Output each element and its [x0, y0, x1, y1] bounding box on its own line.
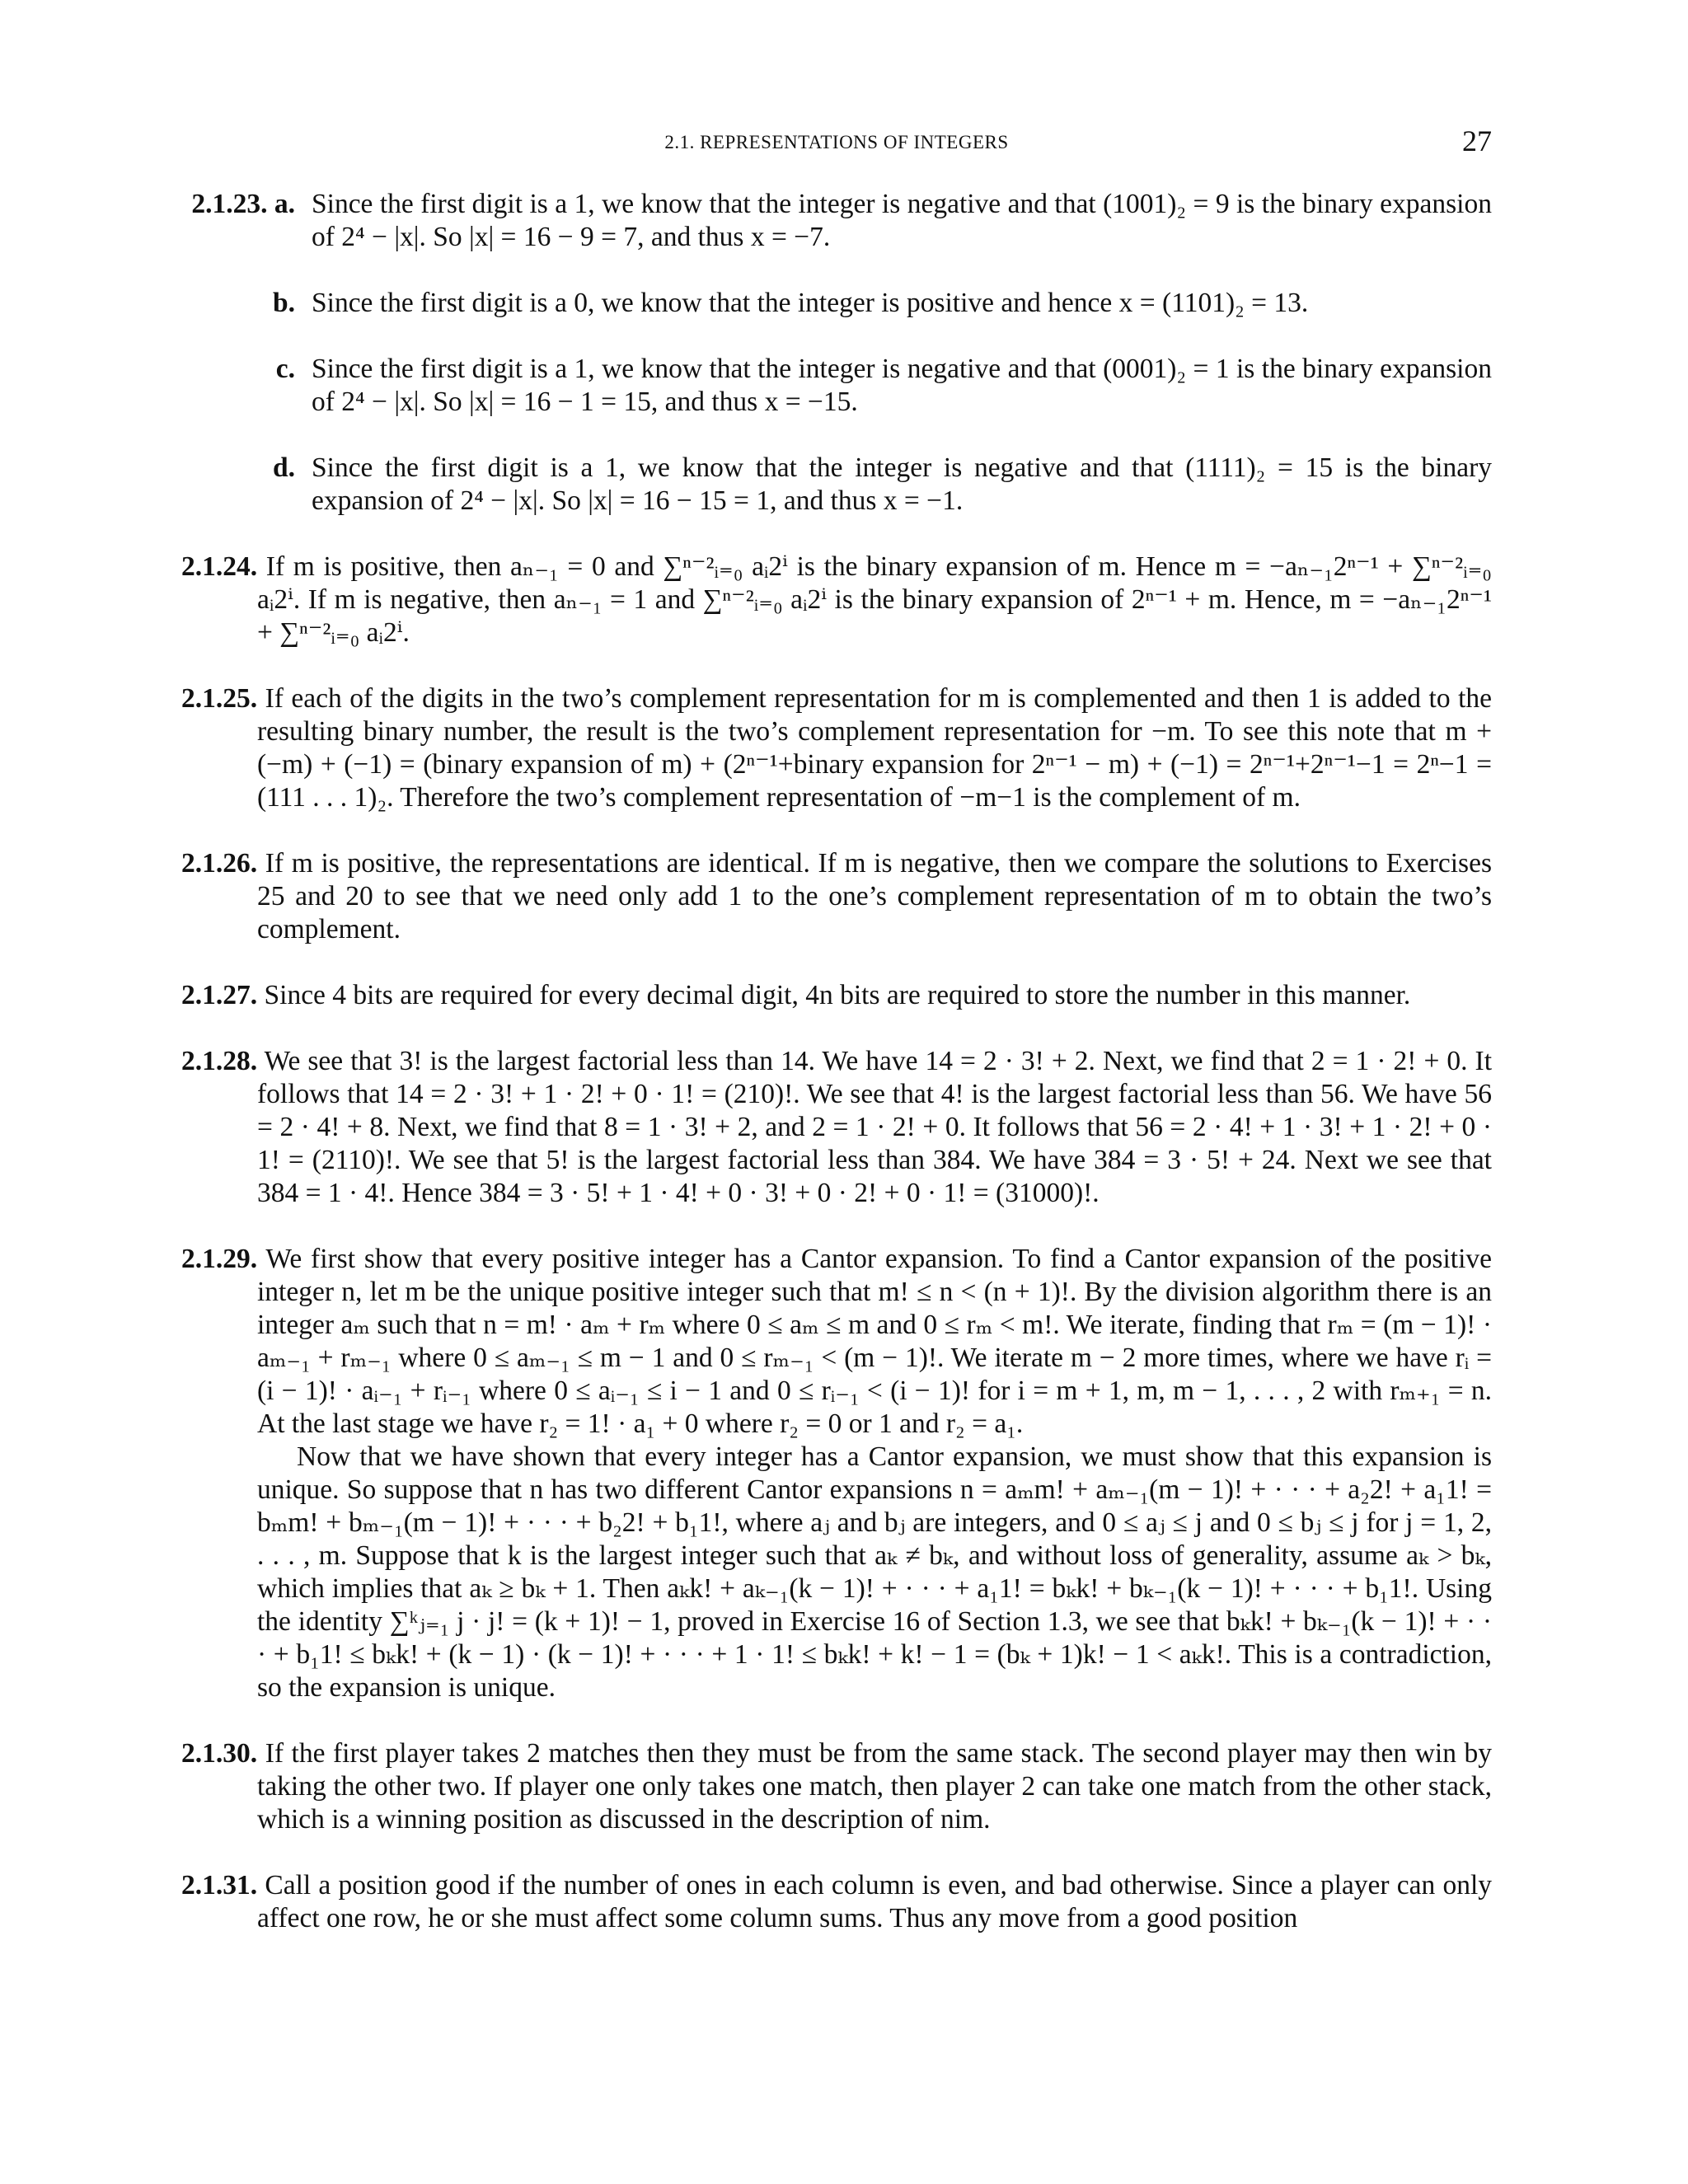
solution-2-1-29	[181, 1243, 1492, 1441]
solution-2-1-29-continuation: Now that we have shown that every integer has a Cantor expansion, we must show that this expansion is unique. So suppose that n has two different Cantor expansions n = aₘm! + aₘ₋₁(m − 1)! + · · · + a₂2! + a₁1! = bₘm! + bₘ₋₁(m − 1)! + · · · + b₂2! + b₁1!, where aⱼ and bⱼ are integers, and 0 ≤ aⱼ ≤ j and 0 ≤ bⱼ ≤ j for j = 1, 2, . . . , m. Suppose that k is the largest integer such that aₖ ≠ bₖ, and without loss of generality, assume aₖ > bₖ, which implies that aₖ ≥ bₖ + 1. Then aₖk! + aₖ₋₁(k − 1)! + · · · + a₁1! = bₖk! + bₖ₋₁(k − 1)! + · · · + b₁1!. Using the identity ∑ᵏⱼ₌₁ j · j! = (k + 1)! − 1, proved in Exercise 16 of Section 1.3, we see that bₖk! + bₖ₋₁(k − 1)! + · · · + b₁1! ≤ bₖk! + (k − 1) · (k − 1)! + · · · + 1 · 1! ≤ bₖk! + k! − 1 = (bₖ + 1)k! − 1 < aₖk!. This is a contradiction, so the expansion is unique.	[257, 1441, 1492, 1703]
solution-number: c.	[275, 354, 295, 384]
solution-number: 2.1.25.	[181, 683, 258, 714]
solution-2-1-23-b	[181, 287, 1492, 320]
page-header	[181, 124, 1492, 160]
solution-2-1-25	[181, 682, 1492, 814]
solution-number: 2.1.28.	[181, 1046, 258, 1076]
solution-2-1-26	[181, 847, 1492, 946]
solution-text: Since the first digit is a 1, we know that the integer is negative and that (0001)₂ = 1 is the binary expansion of 2⁴ − |x|. So |x| = 16 − 1 = 15, and thus x = −15.	[312, 354, 1492, 417]
solution-number: 2.1.27.	[181, 980, 258, 1010]
page-number: 27	[1462, 124, 1492, 157]
solution-text: If the first player takes 2 matches then they must be from the same stack. The second player may then win by taking the other two. If player one only takes one match, then player 2 can take one match from the other stack, which is a winning position as discussed in the description of nim.	[257, 1738, 1493, 1835]
solution-number: b.	[272, 288, 295, 318]
solution-text: Since the first digit is a 1, we know that the integer is negative and that (1001)₂ = 9 is the binary expansion of 2⁴ − |x|. So |x| = 16 − 9 = 7, and thus x = −7.	[312, 189, 1492, 252]
solution-number: 2.1.23. a.	[191, 189, 295, 219]
solution-number: d.	[272, 452, 295, 483]
solution-number: 2.1.26.	[181, 848, 258, 879]
solution-text: If m is positive, then aₙ₋₁ = 0 and ∑ⁿ⁻²ᵢ₌₀ aᵢ2ⁱ is the binary expansion of m. Hence m = −aₙ₋₁2ⁿ⁻¹ + ∑ⁿ⁻²ᵢ₌₀ aᵢ2ⁱ. If m is negative, then aₙ₋₁ = 1 and ∑ⁿ⁻²ᵢ₌₀ aᵢ2ⁱ is the binary expansion of 2ⁿ⁻¹ + m. Hence, m = −aₙ₋₁2ⁿ⁻¹ + ∑ⁿ⁻²ᵢ₌₀ aᵢ2ⁱ.	[257, 551, 1492, 648]
solution-text: We see that 3! is the largest factorial less than 14. We have 14 = 2 · 3! + 2. Next, we find that 2 = 1 · 2! + 0. It follows that 14 = 2 · 3! + 1 · 2! + 0 · 1! = (210)!. We see that 4! is the largest factorial less than 56. We have 56 = 2 · 4! + 8. Next, we find that 8 = 1 · 3! + 2, and 2 = 1 · 2! + 0. It follows that 56 = 2 · 4! + 1 · 3! + 1 · 2! + 0 · 1! = (2110)!. We see that 5! is the largest factorial less than 384. We have 384 = 3 · 5! + 24. Next we see that 384 = 1 · 4!. Hence 384 = 3 · 5! + 1 · 4! + 0 · 3! + 0 · 2! + 0 · 1! = (31000)!.	[257, 1046, 1492, 1208]
solution-2-1-27	[181, 979, 1492, 1012]
solution-text: Since the first digit is a 1, we know that the integer is negative and that (1111)₂ = 15 is the binary expansion of 2⁴ − |x|. So |x| = 16 − 15 = 1, and thus x = −1.	[312, 452, 1492, 516]
solution-text: If m is positive, the representations are identical. If m is negative, then we compare the solutions to Exercises 25 and 20 to see that we need only add 1 to the one’s complement representation of m to obtain the two’s complement.	[257, 848, 1492, 944]
solution-2-1-23-c	[181, 353, 1492, 419]
solution-text: Since 4 bits are required for every decimal digit, 4n bits are required to store the number in this manner.	[264, 980, 1411, 1010]
running-title: 2.1. REPRESENTATIONS OF INTEGERS	[664, 132, 1009, 152]
solution-number: 2.1.24.	[181, 551, 258, 582]
solution-2-1-31	[181, 1869, 1492, 1935]
solution-2-1-24	[181, 551, 1492, 649]
solution-text: We first show that every positive integer has a Cantor expansion. To find a Cantor expansion of the positive integer n, let m be the unique positive integer such that m! ≤ n < (n + 1)!. By the division algorithm there is an integer aₘ such that n = m! · aₘ + rₘ where 0 ≤ aₘ ≤ m and 0 ≤ rₘ < m!. We iterate, finding that rₘ = (m − 1)! · aₘ₋₁ + rₘ₋₁ where 0 ≤ aₘ₋₁ ≤ m − 1 and 0 ≤ rₘ₋₁ < (m − 1)!. We iterate m − 2 more times, where we have rᵢ = (i − 1)! · aᵢ₋₁ + rᵢ₋₁ where 0 ≤ aᵢ₋₁ ≤ i − 1 and 0 ≤ rᵢ₋₁ < (i − 1)! for i = m + 1, m, m − 1, . . . , 2 with rₘ₊₁ = n. At the last stage we have r₂ = 1! · a₁ + 0 where r₂ = 0 or 1 and r₂ = a₁.	[257, 1244, 1492, 1439]
solution-text: Since the first digit is a 0, we know that the integer is positive and hence x = (1101)₂ = 13.	[312, 288, 1309, 318]
solution-number: 2.1.31.	[181, 1870, 258, 1900]
solution-text: If each of the digits in the two’s complement representation for m is complemented and then 1 is added to the resulting binary number, the result is the two’s complement representation for −m. To see this note that m + (−m) + (−1) = (binary expansion of m) + (2ⁿ⁻¹+binary expansion for 2ⁿ⁻¹ − m) + (−1) = 2ⁿ⁻¹+2ⁿ⁻¹−1 = 2ⁿ−1 = (111 . . . 1)₂. Therefore the two’s complement representation of −m−1 is the complement of m.	[257, 683, 1493, 813]
solution-2-1-28	[181, 1045, 1492, 1210]
solution-2-1-23-d	[181, 452, 1492, 518]
solution-number: 2.1.29.	[181, 1244, 258, 1274]
page-body	[181, 188, 1492, 1935]
solution-text: Call a position good if the number of ones in each column is even, and bad otherwise. Since a player can only affect one row, he or she must affect some column sums. Thus any move from a good position	[257, 1870, 1493, 1933]
solution-2-1-30	[181, 1737, 1492, 1836]
solution-2-1-23-a	[181, 188, 1492, 254]
solution-number: 2.1.30.	[181, 1738, 258, 1769]
